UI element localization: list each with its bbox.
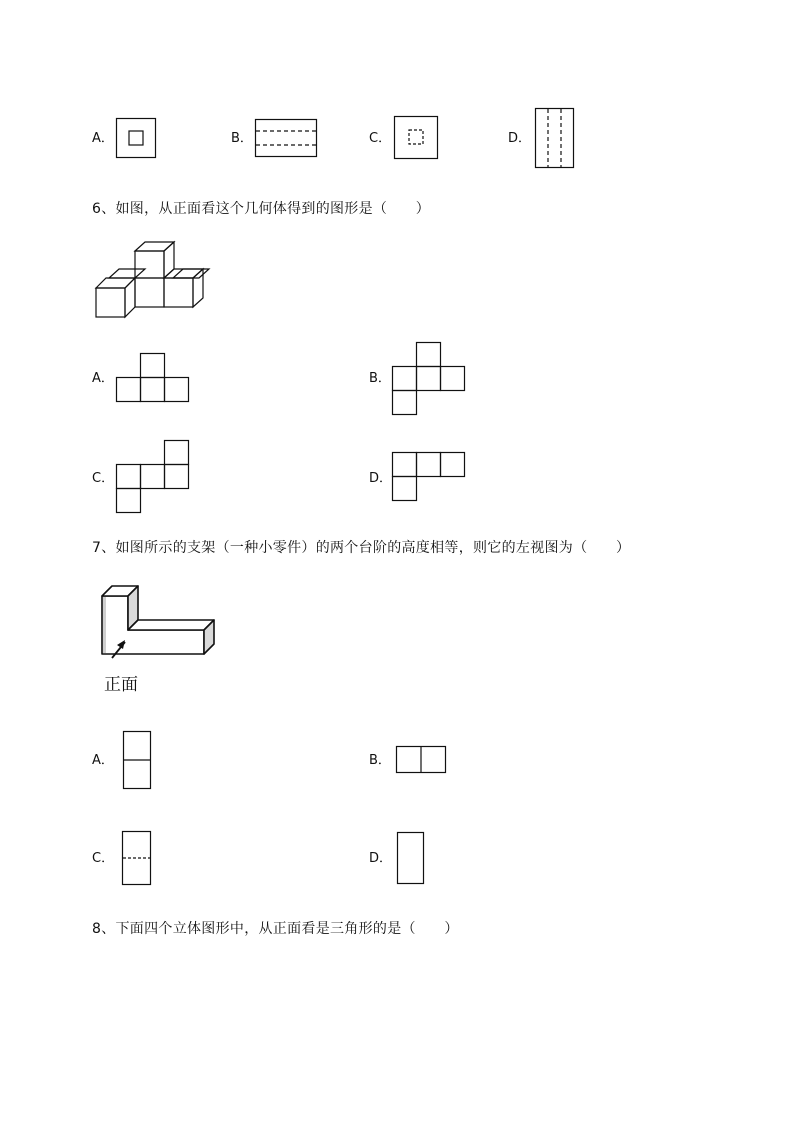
q5-option-d-label[interactable]: D． bbox=[508, 131, 532, 146]
q6-option-a-label[interactable]: A． bbox=[92, 371, 114, 386]
q6-option-c-label[interactable]: C． bbox=[92, 471, 115, 486]
q6-option-a-figure[interactable] bbox=[116, 353, 190, 403]
q6-option-c-figure[interactable] bbox=[116, 440, 192, 516]
q6-option-b-figure[interactable] bbox=[392, 342, 468, 417]
q5-option-b-figure[interactable] bbox=[255, 119, 317, 157]
q8-question-text: 8、下面四个立体图形中，从正面看是三角形的是（ ） bbox=[92, 921, 459, 937]
q7-option-d-label[interactable]: D． bbox=[369, 851, 393, 866]
q6-option-d-label[interactable]: D． bbox=[369, 471, 393, 486]
q5-option-a-figure[interactable] bbox=[116, 118, 156, 158]
q6-option-b-label[interactable]: B． bbox=[369, 371, 391, 386]
q7-bracket-figure bbox=[98, 578, 220, 666]
q7-option-c-figure[interactable] bbox=[122, 831, 152, 886]
q6-option-d-figure[interactable] bbox=[392, 452, 468, 503]
q5-option-b-label[interactable]: B． bbox=[231, 131, 253, 146]
q5-option-c-label[interactable]: C． bbox=[369, 131, 392, 146]
q7-option-c-label[interactable]: C． bbox=[92, 851, 115, 866]
q7-option-a-figure[interactable] bbox=[123, 731, 152, 790]
q5-option-c-figure[interactable] bbox=[394, 116, 438, 159]
q5-option-d-figure[interactable] bbox=[535, 108, 574, 168]
q7-option-a-label[interactable]: A． bbox=[92, 753, 114, 768]
q5-option-a-label[interactable]: A． bbox=[92, 131, 114, 146]
q6-cube-figure bbox=[95, 240, 210, 320]
q7-front-label: 正面 bbox=[104, 675, 138, 695]
q6-question-text: 6、如图，从正面看这个几何体得到的图形是（ ） bbox=[92, 201, 431, 217]
q7-question-text: 7、如图所示的支架（一种小零件）的两个台阶的高度相等，则它的左视图为（ ） bbox=[92, 540, 631, 556]
q7-option-b-figure[interactable] bbox=[396, 746, 447, 774]
q7-option-b-label[interactable]: B． bbox=[369, 753, 391, 768]
q7-option-d-figure[interactable] bbox=[397, 832, 425, 885]
